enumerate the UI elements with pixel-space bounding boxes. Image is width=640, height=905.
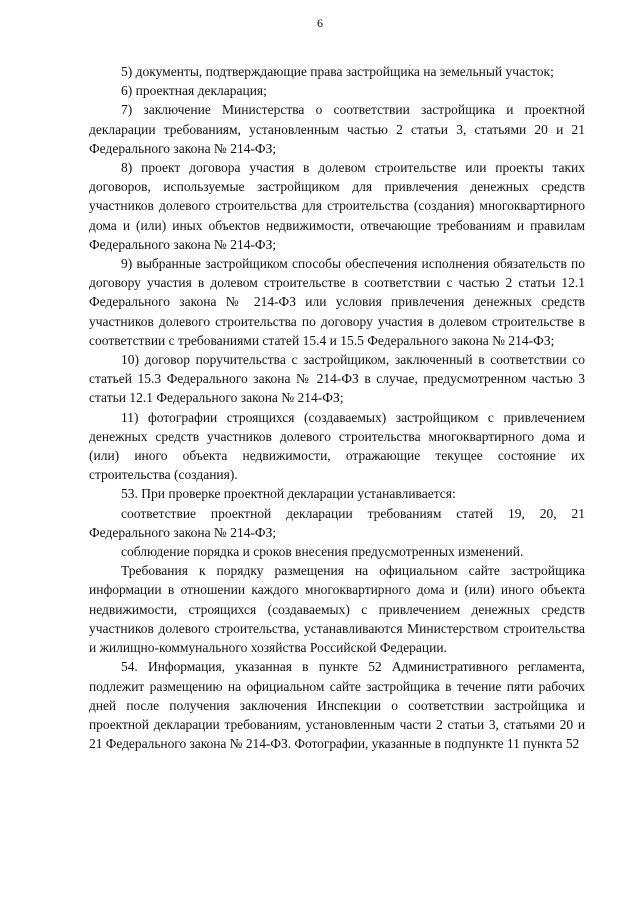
paragraph-clause-53: 53. При проверке проектной декларации устанавливается: <box>121 486 456 502</box>
document-body <box>89 62 585 753</box>
paragraph-item-10: 10) договор поручительства с застройщиком, заключенный в соответствии со статьей 15.3 Федерального закона № 214-ФЗ в случае, предусмотренном частью 3 статьи 12.1 Федерального закона № 214-ФЗ; <box>89 352 585 406</box>
paragraph-website-requirements: Требования к порядку размещения на официальном сайте застройщика информации в отношении каждого многоквартирного дома и (или) иного объекта недвижимости, строящихся (создаваемых) с привлечением денежных средств участников долевого строительства, устанавливаются Министерством строительства и жилищно-коммунального хозяйства Российской Федерации. <box>89 563 585 656</box>
paragraph-item-11: 11) фотографии строящихся (создаваемых) застройщиком с привлечением денежных средств участников долевого строительства многоквартирного дома и (или) иного объекта недвижимости, отражающие текущее состояние их строительства (создания). <box>89 409 585 483</box>
paragraph-clause-54: 54. Информация, указанная в пункте 52 Административного регламента, подлежит размещению на официальном сайте застройщика в течение пяти рабочих дней после получения заключения Инспекции о соответствии застройщика и проектной декларации требованиям, установленным части 2 статьи 3, статьями 20 и 21 Федерального закона № 214-ФЗ. Фотографии, указанные в подпункте 11 пункта 52 <box>89 659 585 752</box>
paragraph-item-6: 6) проектная декларация; <box>121 83 267 99</box>
paragraph-item-9: 9) выбранные застройщиком способы обеспечения исполнения обязательств по договору участия в долевом строительстве в соответствии с частью 2 статьи 12.1 Федерального закона № 214-ФЗ или условия привлечения денежных средств участников долевого строительства по договору участия в долевом строительстве в соответствии с требованиями статей 15.4 и 15.5 Федерального закона № 214-ФЗ; <box>89 256 585 348</box>
paragraph-item-8: 8) проект договора участия в долевом строительстве или проекты таких договоров, используемые застройщиком для привлечения денежных средств участников долевого строительства для строительства (создания) многоквартирного дома и (или) иных объектов недвижимости, отвечающие требованиям и правилам Федерального закона № 214-ФЗ; <box>89 160 585 252</box>
paragraph-changes-order: соблюдение порядка и сроков внесения предусмотренных изменений. <box>121 544 524 560</box>
paragraph-item-7: 7) заключение Министерства о соответствии застройщика и проектной декларации требованиям, установленным частью 2 статьи 3, статьями 20 и 21 Федерального закона № 214-ФЗ; <box>89 102 585 156</box>
paragraph-item-5: 5) документы, подтверждающие права застройщика на земельный участок; <box>121 64 554 79</box>
page-number: 6 <box>317 16 323 30</box>
paragraph-declaration-compliance: соответствие проектной декларации требованиям статей 19, 20, 21 Федерального закона № 214-ФЗ; <box>89 505 585 540</box>
